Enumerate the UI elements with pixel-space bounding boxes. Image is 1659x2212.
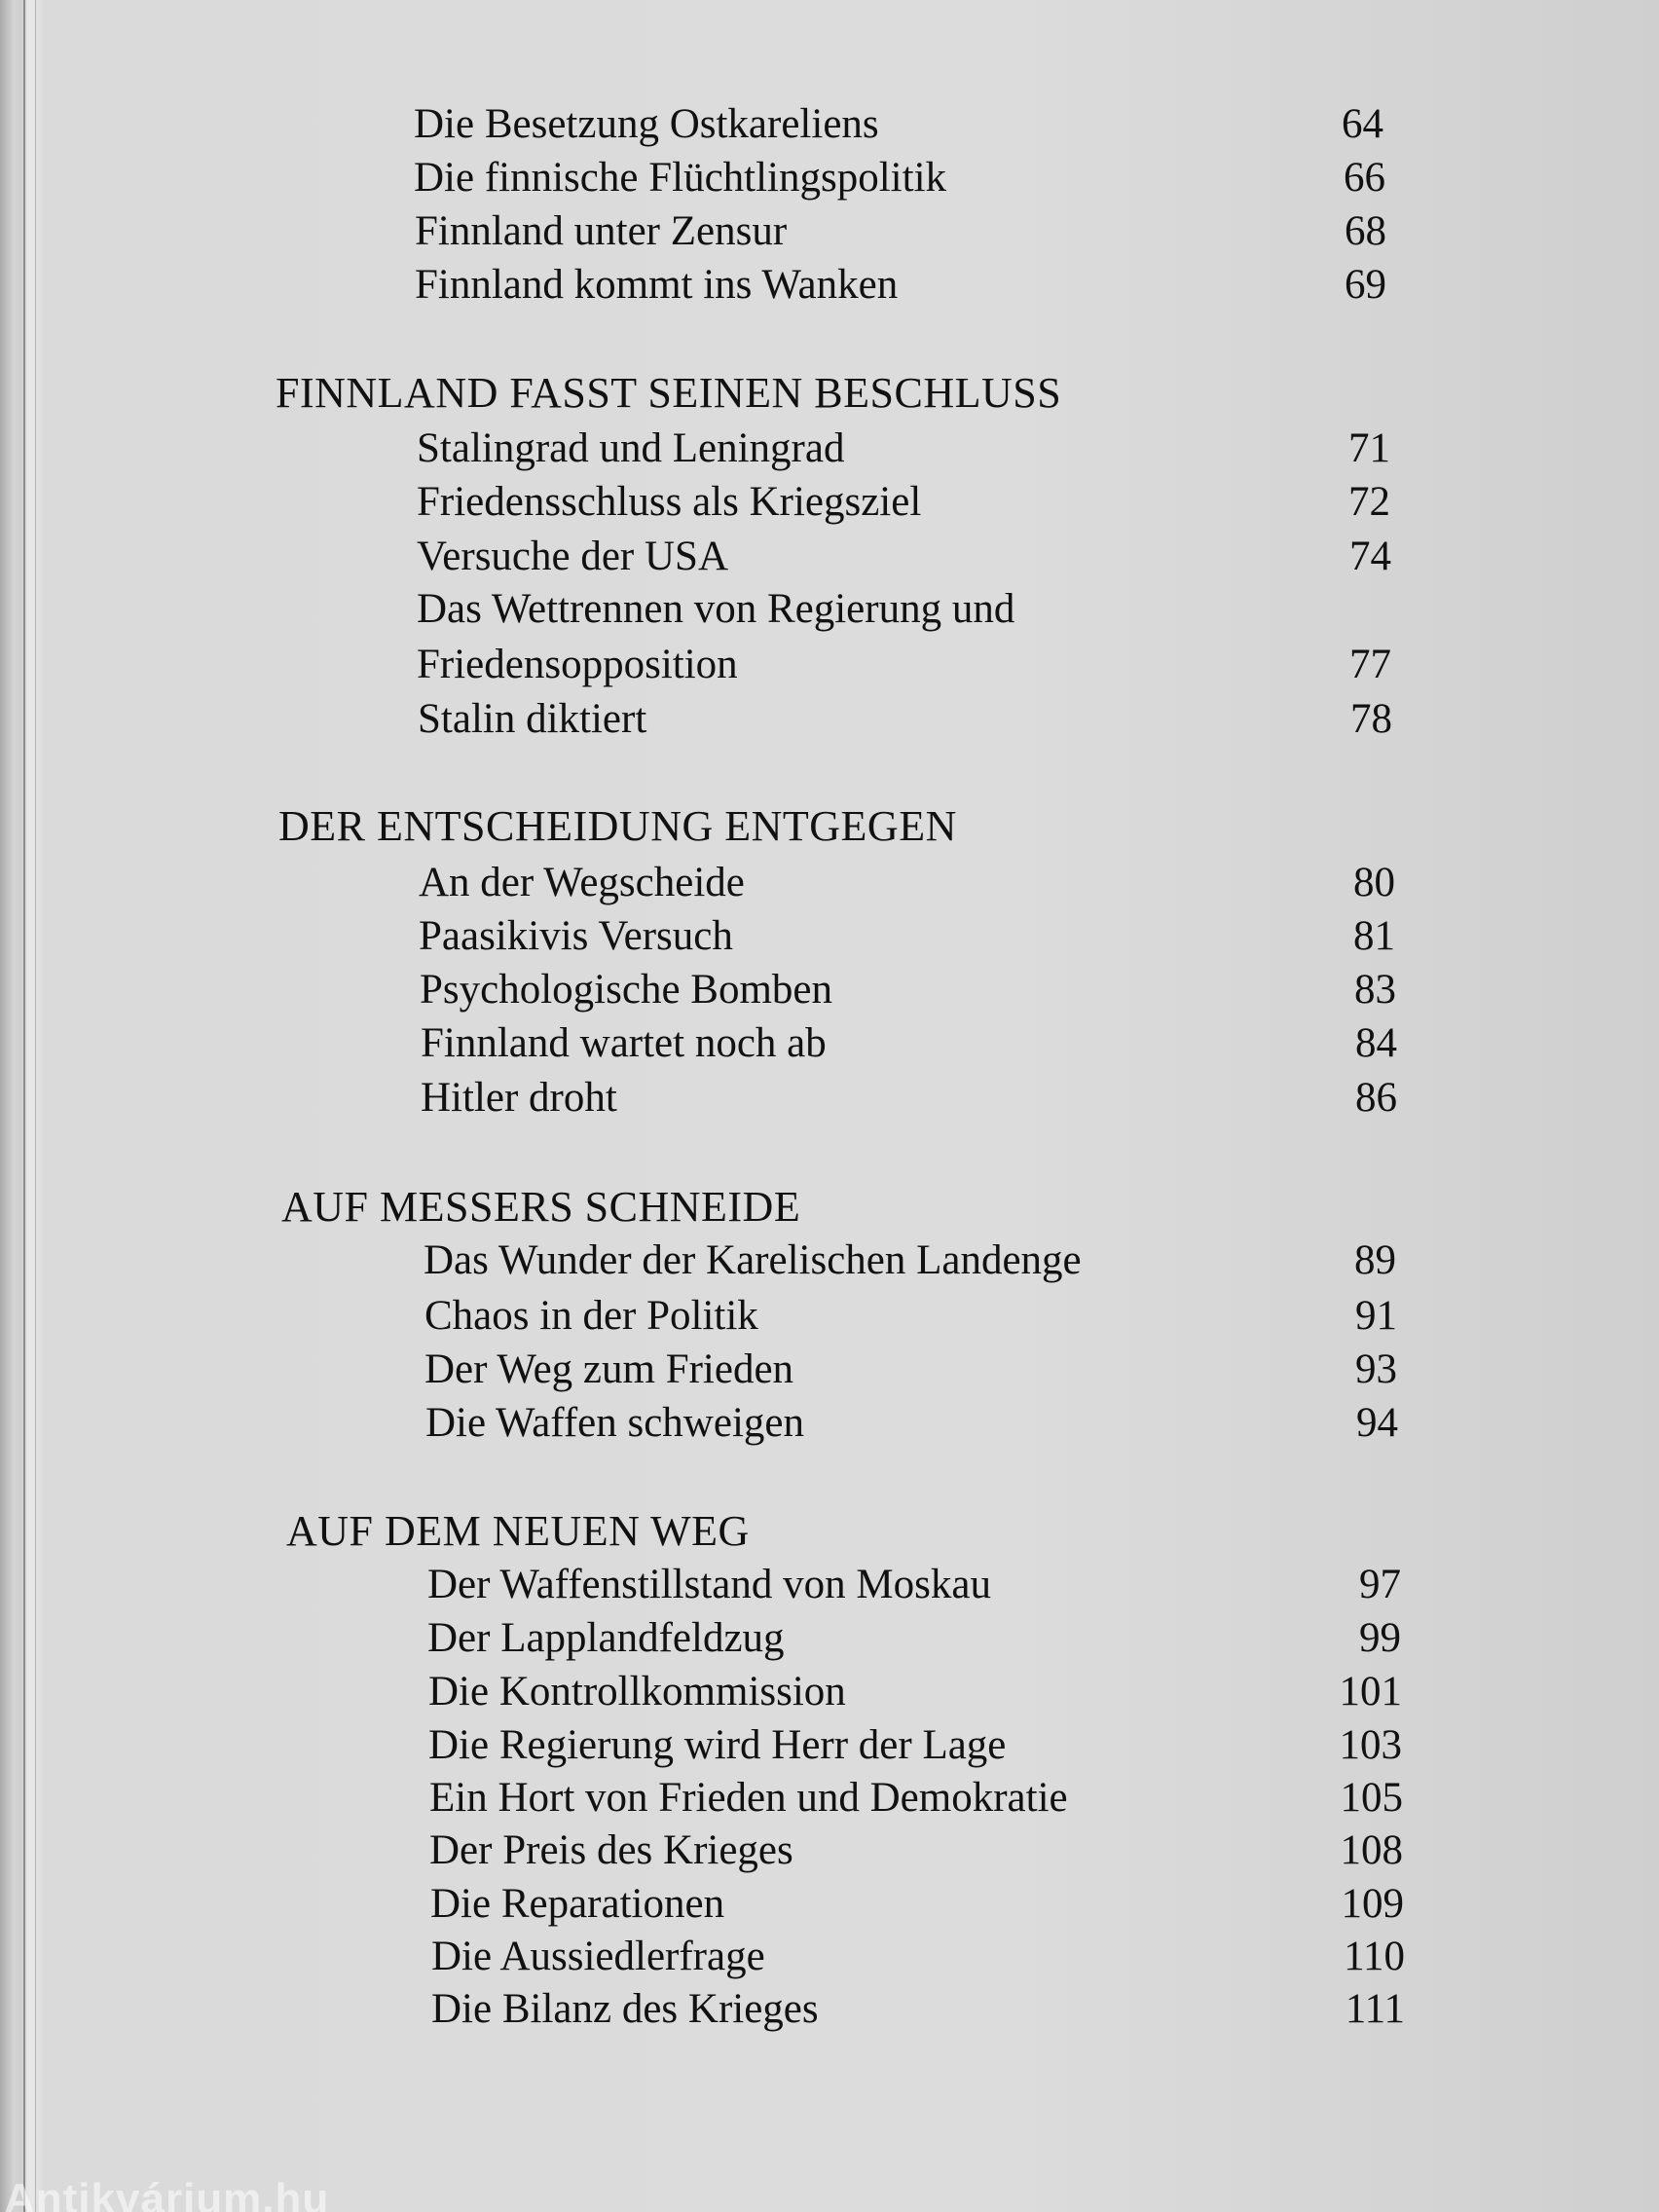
toc-entry-page: 74: [1349, 534, 1391, 579]
toc-entry-page: 94: [1356, 1400, 1398, 1446]
toc-entry-title: Psychologische Bomben: [420, 967, 832, 1013]
toc-entry-title: Die Aussiedlerfrage: [431, 1934, 765, 1979]
toc-entry-page: 108: [1340, 1827, 1403, 1873]
toc-entry-page: 89: [1354, 1237, 1396, 1283]
toc-entry-page: 68: [1345, 208, 1386, 254]
toc-entry-title: Stalin diktiert: [418, 696, 647, 742]
watermark: Antikvárium.hu: [4, 2175, 330, 2212]
toc-entry-page: 91: [1355, 1293, 1397, 1339]
toc-entry-page: 111: [1345, 1986, 1405, 2032]
toc-entry-page: 80: [1353, 860, 1395, 905]
toc-entry-title: Hitler droht: [421, 1075, 617, 1121]
section-heading: AUF MESSERS SCHNEIDE: [281, 1183, 801, 1231]
toc-entry-page: 101: [1339, 1669, 1402, 1714]
toc-entry-page: 86: [1355, 1075, 1397, 1121]
toc-entry-title: Die Besetzung Ostkareliens: [414, 101, 879, 147]
toc-entry-title: Die finnische Flüchtlingspolitik: [414, 155, 947, 201]
toc-entry-title: Paasikivis Versuch: [419, 913, 733, 959]
toc-entry-title: Der Waffenstillstand von Moskau: [427, 1562, 991, 1607]
toc-entry-title: Stalingrad und Leningrad: [417, 425, 845, 471]
toc-entry-title: Chaos in der Politik: [424, 1293, 758, 1339]
toc-entry-title: Friedensopposition: [417, 642, 738, 687]
toc-entry-page: 110: [1344, 1934, 1405, 1979]
section-heading: AUF DEM NEUEN WEG: [286, 1507, 750, 1555]
toc-entry-page: 78: [1350, 696, 1392, 742]
toc-entry-title: Das Wunder der Karelischen Landenge: [424, 1237, 1082, 1283]
toc-entry-page: 97: [1359, 1562, 1401, 1607]
toc-entry-page: 81: [1353, 913, 1395, 959]
toc-entry-page: 69: [1345, 262, 1386, 308]
toc-entry-page: 84: [1355, 1020, 1397, 1066]
toc-entry-title: Der Weg zum Frieden: [424, 1346, 794, 1392]
toc-entry-page: 66: [1344, 155, 1385, 201]
toc-entry-page: 103: [1339, 1722, 1402, 1768]
toc-entry-title: Das Wettrennen von Regierung und: [417, 586, 1015, 632]
toc-entry-page: 72: [1348, 479, 1390, 525]
toc-entry-page: 83: [1354, 967, 1396, 1013]
toc-entry-page: 77: [1349, 642, 1391, 687]
toc-entry-title: Der Lapplandfeldzug: [427, 1615, 785, 1661]
section-heading: DER ENTSCHEIDUNG ENTGEGEN: [278, 802, 957, 850]
toc-entry-page: 109: [1341, 1881, 1404, 1927]
toc-entry-title: Finnland unter Zensur: [415, 208, 788, 254]
toc-entry-title: Die Kontrollkommission: [428, 1669, 846, 1714]
toc-entry-title: Finnland wartet noch ab: [421, 1020, 827, 1066]
toc-entry-title: Die Bilanz des Krieges: [431, 1986, 819, 2032]
toc-entry-page: 93: [1355, 1346, 1397, 1392]
toc-entry-page: 71: [1348, 425, 1390, 471]
toc-entry-page: 105: [1340, 1775, 1403, 1821]
toc-entry-title: Die Waffen schweigen: [425, 1400, 804, 1446]
toc-entry-title: Versuche der USA: [417, 534, 729, 579]
toc-entry-page: 64: [1342, 101, 1383, 147]
section-heading: FINNLAND FASST SEINEN BESCHLUSS: [276, 369, 1062, 417]
toc-entry-title: Friedensschluss als Kriegsziel: [417, 479, 922, 525]
toc-entry-title: Der Preis des Krieges: [429, 1827, 793, 1873]
toc-entry-title: Die Regierung wird Herr der Lage: [428, 1722, 1007, 1768]
toc-entry-title: Ein Hort von Frieden und Demokratie: [429, 1775, 1068, 1821]
toc-entry-title: Die Reparationen: [430, 1881, 725, 1927]
toc-entry-page: 99: [1359, 1615, 1401, 1661]
toc-entry-title: Finnland kommt ins Wanken: [415, 262, 899, 308]
toc-entry-title: An der Wegscheide: [419, 860, 745, 905]
